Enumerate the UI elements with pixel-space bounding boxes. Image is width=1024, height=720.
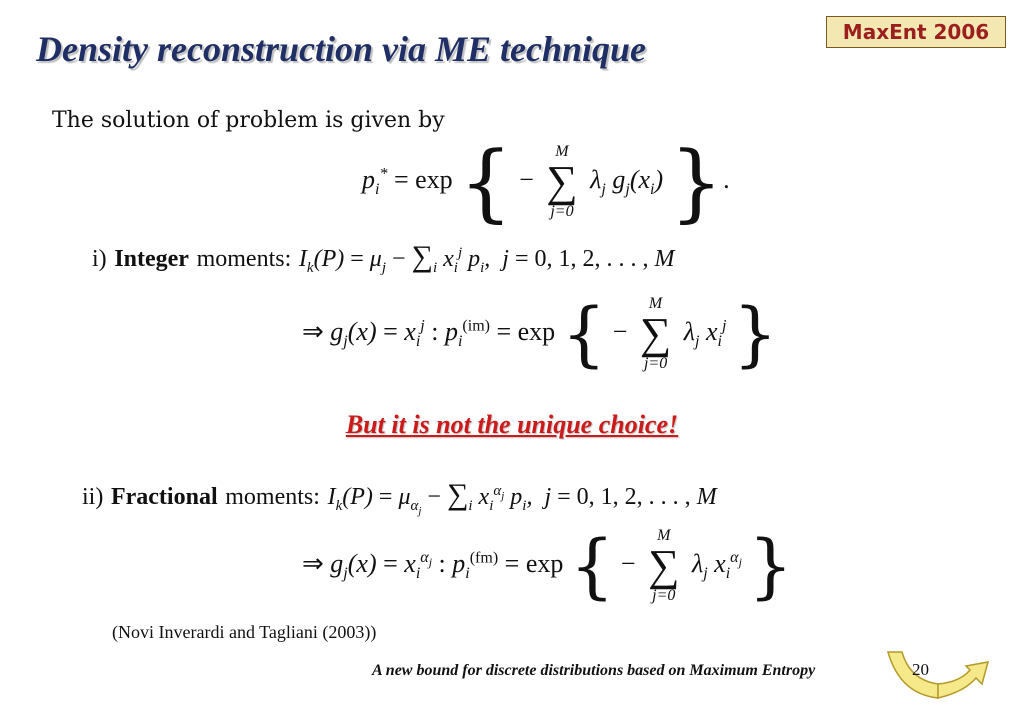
integer-moments-line: i) Integer moments: $I_k(P) = \mu_j - \sum_i$ $x_i^j$ $p_i$, j = 0, 1, 2, . . . , M (92, 240, 675, 276)
integer-moments-text: moments: (196, 246, 292, 272)
integer-label: Integer (114, 246, 189, 272)
slide-title: Density reconstruction via ME technique (36, 29, 647, 69)
intro-text: The solution of problem is given by (52, 108, 445, 133)
fractional-moments-line: ii) Fractional moments: $I_k(P) = \mu_{\alpha_j} - \sum_i$ $x_i^{\alpha_j}$ $p_i$, j = 0, 1, 2, . . . , M (82, 478, 717, 517)
fractional-label: Fractional (110, 484, 218, 510)
integer-gj-formula: ⇒ $g_j(x) = x_i^j$ : $p_i^{(im)} = \exp$ { − M ∑ j=0 $\lambda_j$ $x_i^j$ } (302, 293, 778, 375)
fractional-gj-formula: ⇒ $g_j(x) = x_i^{\alpha_j}$ : $p_i^{(fm)} = \exp$ { − M ∑ j=0 $\lambda_j$ $x_i^{\alpha_j}$ } (302, 525, 793, 607)
integer-prefix: i) (92, 246, 107, 272)
next-arrow-icon[interactable] (880, 644, 992, 704)
conference-badge: MaxEnt 2006 (826, 16, 1006, 48)
fractional-prefix: ii) (82, 484, 104, 510)
fractional-moments-text: moments: (225, 484, 320, 510)
citation: (Novi Inverardi and Tagliani (2003)) (112, 622, 377, 642)
footer-text: A new bound for discrete distributions based on Maximum Entropy (372, 662, 816, 679)
notice-text: But it is not the unique choice! (345, 410, 679, 439)
page-number: 20 (912, 660, 929, 679)
solution-formula: $p_i^* = \exp$ { − M ∑ j=0 $\lambda_j$ $g_j(x_i)$ }. (362, 133, 730, 231)
